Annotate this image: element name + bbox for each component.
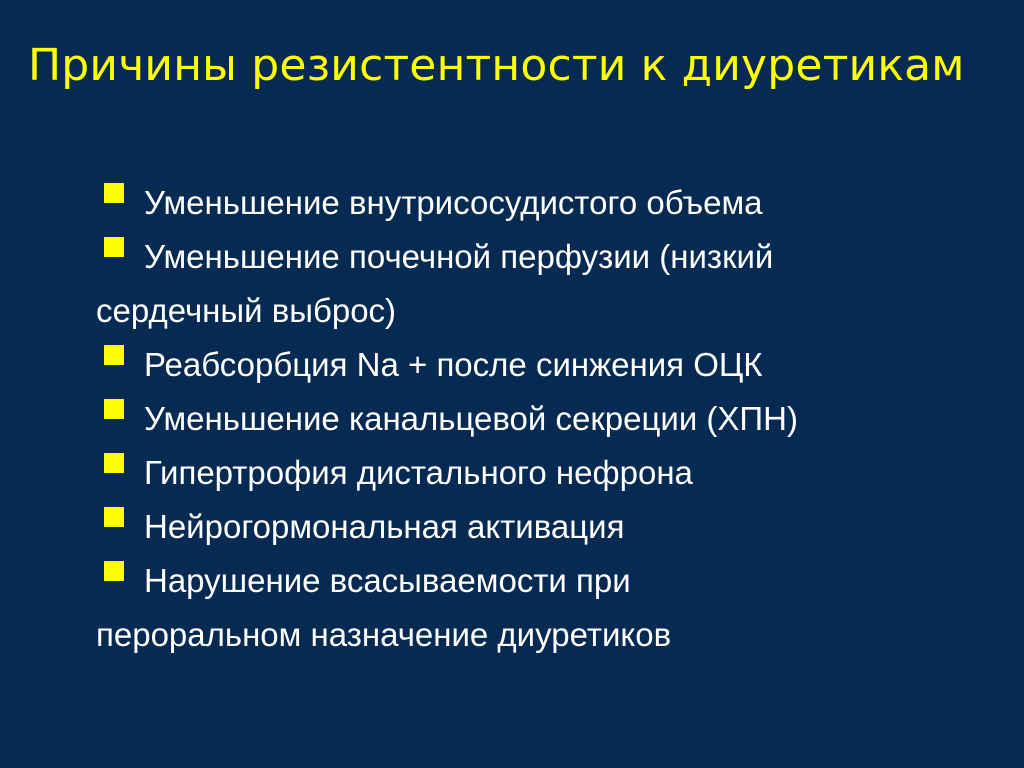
list-item-continuation: пероральном назначение диуретиков bbox=[96, 616, 672, 653]
list-item-continuation: сердечный выброс) bbox=[96, 292, 397, 329]
square-bullet-icon bbox=[104, 345, 124, 365]
list-item-text: Гипертрофия дистального нефрона bbox=[144, 454, 693, 491]
list-item-text: Уменьшение почечной перфузии (низкий bbox=[144, 238, 774, 275]
square-bullet-icon bbox=[104, 183, 124, 203]
list-item-text: Реабсорбция Na + после синжения ОЦК bbox=[144, 346, 763, 383]
list-item-text: Нейрогормональная активация bbox=[144, 508, 625, 545]
list-item-text: Уменьшение канальцевой секреции (ХПН) bbox=[144, 400, 798, 437]
square-bullet-icon bbox=[104, 237, 124, 257]
square-bullet-icon bbox=[104, 453, 124, 473]
list-item bbox=[96, 554, 976, 662]
list-item bbox=[96, 500, 976, 554]
list-item bbox=[96, 338, 976, 392]
list-item bbox=[96, 446, 976, 500]
square-bullet-icon bbox=[104, 561, 124, 581]
square-bullet-icon bbox=[104, 399, 124, 419]
square-bullet-icon bbox=[104, 507, 124, 527]
slide-title: Причины резистентности к диуретикам bbox=[28, 40, 965, 91]
list-item bbox=[96, 392, 976, 446]
list-item-text: Уменьшение внутрисосудистого объема bbox=[144, 184, 763, 221]
bullet-list bbox=[96, 176, 976, 662]
list-item bbox=[96, 176, 976, 230]
list-item bbox=[96, 230, 976, 338]
list-item-text: Нарушение всасываемости при bbox=[144, 562, 631, 599]
